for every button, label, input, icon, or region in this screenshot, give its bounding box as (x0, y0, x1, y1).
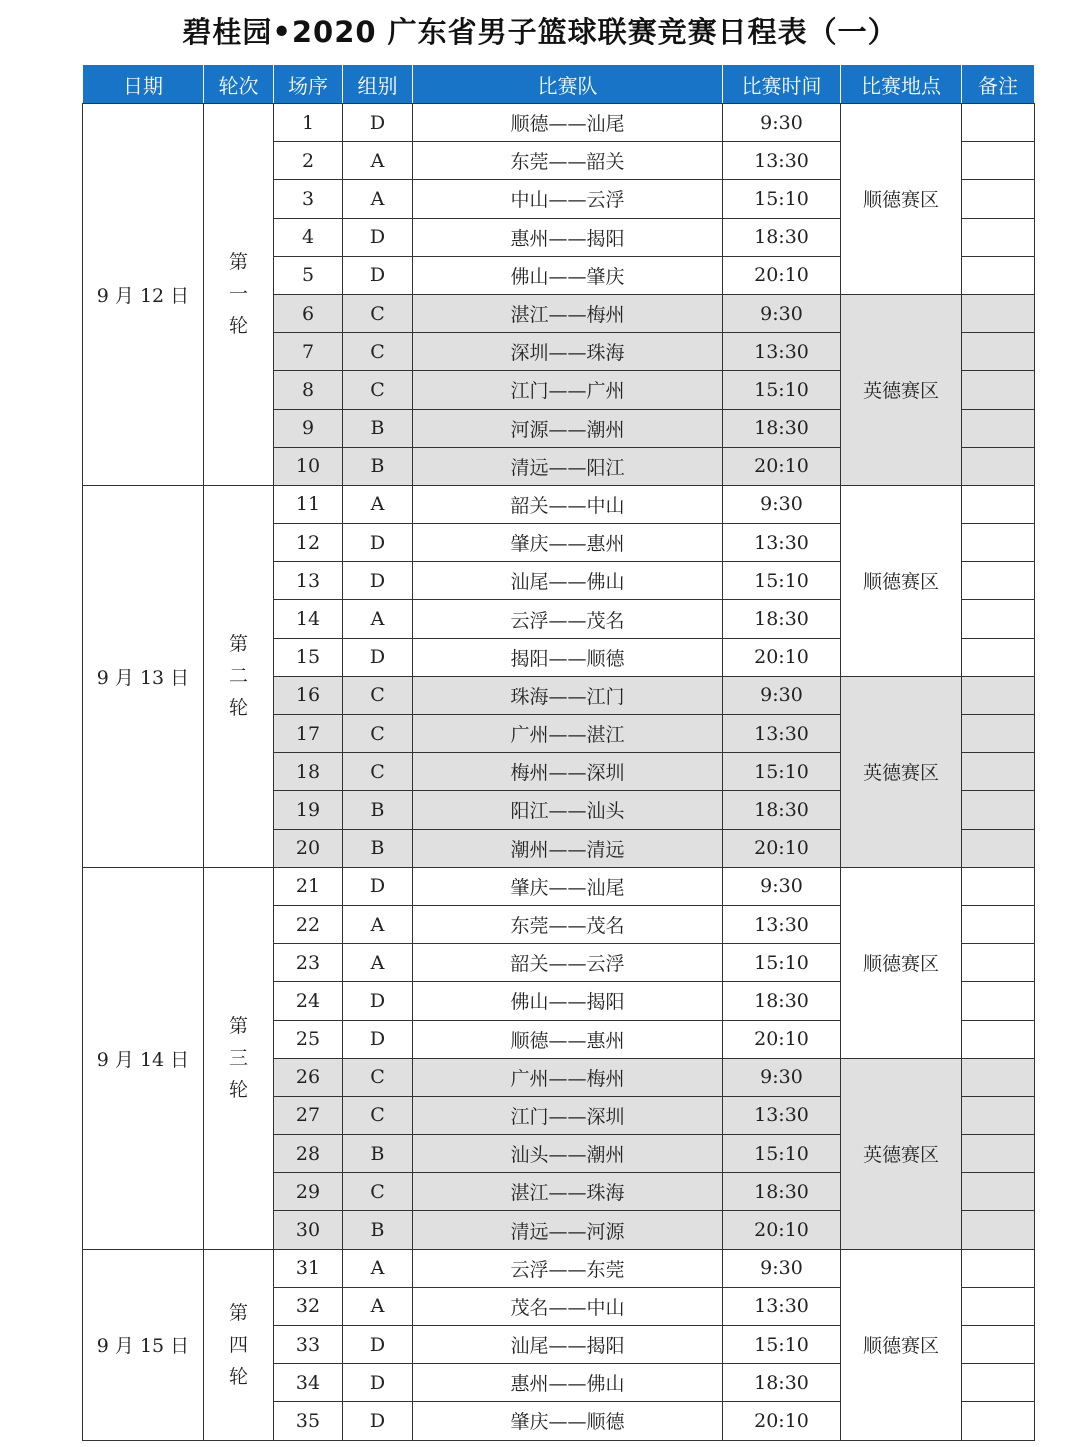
notes-cell (962, 256, 1035, 294)
round-char: 轮 (228, 315, 248, 338)
teams-cell: 江门——深圳 (413, 1096, 723, 1134)
notes-cell (962, 982, 1035, 1020)
notes-cell (962, 562, 1035, 600)
round-cell (204, 104, 274, 486)
game-number: 8 (274, 371, 343, 409)
date-cell: 9 月 14 日 (83, 867, 204, 1249)
notes-cell (962, 1135, 1035, 1173)
notes-cell (962, 485, 1035, 523)
table-row (83, 485, 1035, 523)
teams-cell: 韶关——云浮 (413, 944, 723, 982)
game-number: 31 (274, 1249, 343, 1287)
group-cell: C (343, 1058, 413, 1096)
game-number: 19 (274, 791, 343, 829)
venue-cell: 顺德赛区 (841, 104, 962, 295)
round-char: 第 (228, 1301, 248, 1324)
notes-cell (962, 944, 1035, 982)
group-cell: D (343, 1020, 413, 1058)
time-cell: 18:30 (723, 1364, 841, 1402)
table-row (83, 1249, 1035, 1287)
date-cell: 9 月 13 日 (83, 485, 204, 867)
teams-cell: 梅州——深圳 (413, 753, 723, 791)
teams-cell: 汕尾——佛山 (413, 562, 723, 600)
time-cell: 15:10 (723, 944, 841, 982)
time-cell: 9:30 (723, 485, 841, 523)
time-cell: 15:10 (723, 1135, 841, 1173)
teams-cell: 东莞——韶关 (413, 142, 723, 180)
notes-cell (962, 447, 1035, 485)
venue-cell: 英德赛区 (841, 294, 962, 485)
notes-cell (962, 1326, 1035, 1364)
teams-cell: 湛江——珠海 (413, 1173, 723, 1211)
venue-cell: 英德赛区 (841, 1058, 962, 1249)
notes-cell (962, 218, 1035, 256)
time-cell: 15:10 (723, 180, 841, 218)
teams-cell: 广州——梅州 (413, 1058, 723, 1096)
group-cell: B (343, 409, 413, 447)
notes-cell (962, 333, 1035, 371)
group-cell: C (343, 1173, 413, 1211)
time-cell: 13:30 (723, 715, 841, 753)
venue-cell: 顺德赛区 (841, 485, 962, 676)
teams-cell: 湛江——梅州 (413, 294, 723, 332)
teams-cell: 茂名——中山 (413, 1287, 723, 1325)
notes-cell (962, 638, 1035, 676)
group-cell: C (343, 1096, 413, 1134)
notes-cell (962, 867, 1035, 905)
group-cell: C (343, 753, 413, 791)
game-number: 33 (274, 1326, 343, 1364)
notes-cell (962, 791, 1035, 829)
group-cell: D (343, 1402, 413, 1440)
group-cell: D (343, 524, 413, 562)
group-cell: B (343, 1135, 413, 1173)
teams-cell: 广州——湛江 (413, 715, 723, 753)
round-cell (204, 485, 274, 867)
teams-cell: 惠州——揭阳 (413, 218, 723, 256)
time-cell: 15:10 (723, 1326, 841, 1364)
teams-cell: 江门——广州 (413, 371, 723, 409)
time-cell: 15:10 (723, 753, 841, 791)
notes-cell (962, 753, 1035, 791)
time-cell: 18:30 (723, 982, 841, 1020)
time-cell: 18:30 (723, 1173, 841, 1211)
time-cell: 18:30 (723, 218, 841, 256)
notes-cell (962, 142, 1035, 180)
table-row (83, 867, 1035, 905)
time-cell: 20:10 (723, 829, 841, 867)
game-number: 24 (274, 982, 343, 1020)
game-number: 22 (274, 905, 343, 943)
round-char: 一 (228, 283, 248, 306)
time-cell: 18:30 (723, 600, 841, 638)
group-cell: D (343, 562, 413, 600)
game-number: 35 (274, 1402, 343, 1440)
notes-cell (962, 1249, 1035, 1287)
round-char: 轮 (228, 1079, 248, 1102)
game-number: 18 (274, 753, 343, 791)
game-number: 32 (274, 1287, 343, 1325)
teams-cell: 阳江——汕头 (413, 791, 723, 829)
time-cell: 15:10 (723, 371, 841, 409)
group-cell: D (343, 1326, 413, 1364)
teams-cell: 佛山——肇庆 (413, 256, 723, 294)
notes-cell (962, 1173, 1035, 1211)
round-char: 轮 (228, 1365, 248, 1388)
teams-cell: 潮州——清远 (413, 829, 723, 867)
teams-cell: 顺德——汕尾 (413, 104, 723, 142)
notes-cell (962, 1096, 1035, 1134)
game-number: 13 (274, 562, 343, 600)
header-group: 组别 (343, 65, 413, 104)
time-cell: 20:10 (723, 447, 841, 485)
teams-cell: 汕尾——揭阳 (413, 1326, 723, 1364)
group-cell: B (343, 829, 413, 867)
game-number: 30 (274, 1211, 343, 1249)
game-number: 29 (274, 1173, 343, 1211)
round-cell (204, 867, 274, 1249)
game-number: 5 (274, 256, 343, 294)
teams-cell: 肇庆——惠州 (413, 524, 723, 562)
teams-cell: 清远——河源 (413, 1211, 723, 1249)
header-teams: 比赛队 (413, 65, 723, 104)
group-cell: A (343, 1287, 413, 1325)
game-number: 23 (274, 944, 343, 982)
notes-cell (962, 180, 1035, 218)
game-number: 14 (274, 600, 343, 638)
time-cell: 13:30 (723, 524, 841, 562)
group-cell: D (343, 104, 413, 142)
game-number: 12 (274, 524, 343, 562)
teams-cell: 顺德——惠州 (413, 1020, 723, 1058)
teams-cell: 汕头——潮州 (413, 1135, 723, 1173)
time-cell: 20:10 (723, 256, 841, 294)
date-cell: 9 月 15 日 (83, 1249, 204, 1440)
teams-cell: 云浮——茂名 (413, 600, 723, 638)
header-round: 轮次 (204, 65, 274, 104)
time-cell: 18:30 (723, 791, 841, 829)
notes-cell (962, 905, 1035, 943)
group-cell: C (343, 333, 413, 371)
schedule-table (82, 64, 1035, 1441)
header-time: 比赛时间 (723, 65, 841, 104)
group-cell: C (343, 294, 413, 332)
round-char: 第 (228, 633, 248, 656)
teams-cell: 深圳——珠海 (413, 333, 723, 371)
game-number: 20 (274, 829, 343, 867)
group-cell: B (343, 791, 413, 829)
notes-cell (962, 1402, 1035, 1440)
notes-cell (962, 600, 1035, 638)
notes-cell (962, 104, 1035, 142)
game-number: 26 (274, 1058, 343, 1096)
venue-cell: 英德赛区 (841, 676, 962, 867)
game-number: 4 (274, 218, 343, 256)
header-venue: 比赛地点 (841, 65, 962, 104)
header-row (83, 65, 1035, 104)
round-char: 四 (228, 1333, 248, 1356)
time-cell: 15:10 (723, 562, 841, 600)
game-number: 9 (274, 409, 343, 447)
group-cell: A (343, 485, 413, 523)
teams-cell: 云浮——东莞 (413, 1249, 723, 1287)
time-cell: 9:30 (723, 676, 841, 714)
game-number: 6 (274, 294, 343, 332)
time-cell: 20:10 (723, 1020, 841, 1058)
notes-cell (962, 524, 1035, 562)
notes-cell (962, 1287, 1035, 1325)
notes-cell (962, 715, 1035, 753)
group-cell: D (343, 982, 413, 1020)
time-cell: 9:30 (723, 1058, 841, 1096)
schedule-body (83, 104, 1035, 1441)
time-cell: 9:30 (723, 867, 841, 905)
teams-cell: 东莞——茂名 (413, 905, 723, 943)
teams-cell: 韶关——中山 (413, 485, 723, 523)
teams-cell: 惠州——佛山 (413, 1364, 723, 1402)
time-cell: 9:30 (723, 294, 841, 332)
group-cell: D (343, 1364, 413, 1402)
game-number: 17 (274, 715, 343, 753)
date-cell: 9 月 12 日 (83, 104, 204, 486)
time-cell: 13:30 (723, 1096, 841, 1134)
teams-cell: 揭阳——顺德 (413, 638, 723, 676)
group-cell: B (343, 447, 413, 485)
group-cell: A (343, 142, 413, 180)
group-cell: C (343, 715, 413, 753)
venue-cell: 顺德赛区 (841, 1249, 962, 1440)
group-cell: C (343, 371, 413, 409)
notes-cell (962, 1364, 1035, 1402)
teams-cell: 肇庆——汕尾 (413, 867, 723, 905)
round-char: 二 (228, 665, 248, 688)
group-cell: C (343, 676, 413, 714)
group-cell: D (343, 867, 413, 905)
notes-cell (962, 371, 1035, 409)
teams-cell: 肇庆——顺德 (413, 1402, 723, 1440)
game-number: 3 (274, 180, 343, 218)
group-cell: D (343, 218, 413, 256)
game-number: 28 (274, 1135, 343, 1173)
game-number: 10 (274, 447, 343, 485)
round-cell (204, 1249, 274, 1440)
game-number: 7 (274, 333, 343, 371)
header-game-no: 场序 (274, 65, 343, 104)
game-number: 2 (274, 142, 343, 180)
teams-cell: 清远——阳江 (413, 447, 723, 485)
venue-cell: 顺德赛区 (841, 867, 962, 1058)
time-cell: 20:10 (723, 638, 841, 676)
header-notes: 备注 (962, 65, 1035, 104)
game-number: 27 (274, 1096, 343, 1134)
time-cell: 18:30 (723, 409, 841, 447)
notes-cell (962, 1020, 1035, 1058)
group-cell: D (343, 256, 413, 294)
time-cell: 13:30 (723, 333, 841, 371)
game-number: 16 (274, 676, 343, 714)
round-char: 三 (228, 1047, 248, 1070)
document-title: 碧桂园•2020 广东省男子篮球联赛竞赛日程表（一） (182, 15, 898, 49)
round-char: 第 (228, 251, 248, 274)
game-number: 1 (274, 104, 343, 142)
notes-cell (962, 676, 1035, 714)
time-cell: 13:30 (723, 905, 841, 943)
group-cell: A (343, 1249, 413, 1287)
time-cell: 13:30 (723, 142, 841, 180)
notes-cell (962, 1058, 1035, 1096)
notes-cell (962, 1211, 1035, 1249)
round-char: 轮 (228, 697, 248, 720)
game-number: 11 (274, 485, 343, 523)
group-cell: A (343, 905, 413, 943)
game-number: 25 (274, 1020, 343, 1058)
group-cell: A (343, 944, 413, 982)
notes-cell (962, 294, 1035, 332)
notes-cell (962, 409, 1035, 447)
group-cell: A (343, 180, 413, 218)
game-number: 21 (274, 867, 343, 905)
game-number: 15 (274, 638, 343, 676)
time-cell: 20:10 (723, 1402, 841, 1440)
group-cell: A (343, 600, 413, 638)
time-cell: 13:30 (723, 1287, 841, 1325)
time-cell: 20:10 (723, 1211, 841, 1249)
group-cell: B (343, 1211, 413, 1249)
round-char: 第 (228, 1015, 248, 1038)
header-date: 日期 (83, 65, 204, 104)
time-cell: 9:30 (723, 1249, 841, 1287)
notes-cell (962, 829, 1035, 867)
time-cell: 9:30 (723, 104, 841, 142)
teams-cell: 河源——潮州 (413, 409, 723, 447)
teams-cell: 中山——云浮 (413, 180, 723, 218)
game-number: 34 (274, 1364, 343, 1402)
table-row (83, 104, 1035, 142)
teams-cell: 珠海——江门 (413, 676, 723, 714)
group-cell: D (343, 638, 413, 676)
teams-cell: 佛山——揭阳 (413, 982, 723, 1020)
